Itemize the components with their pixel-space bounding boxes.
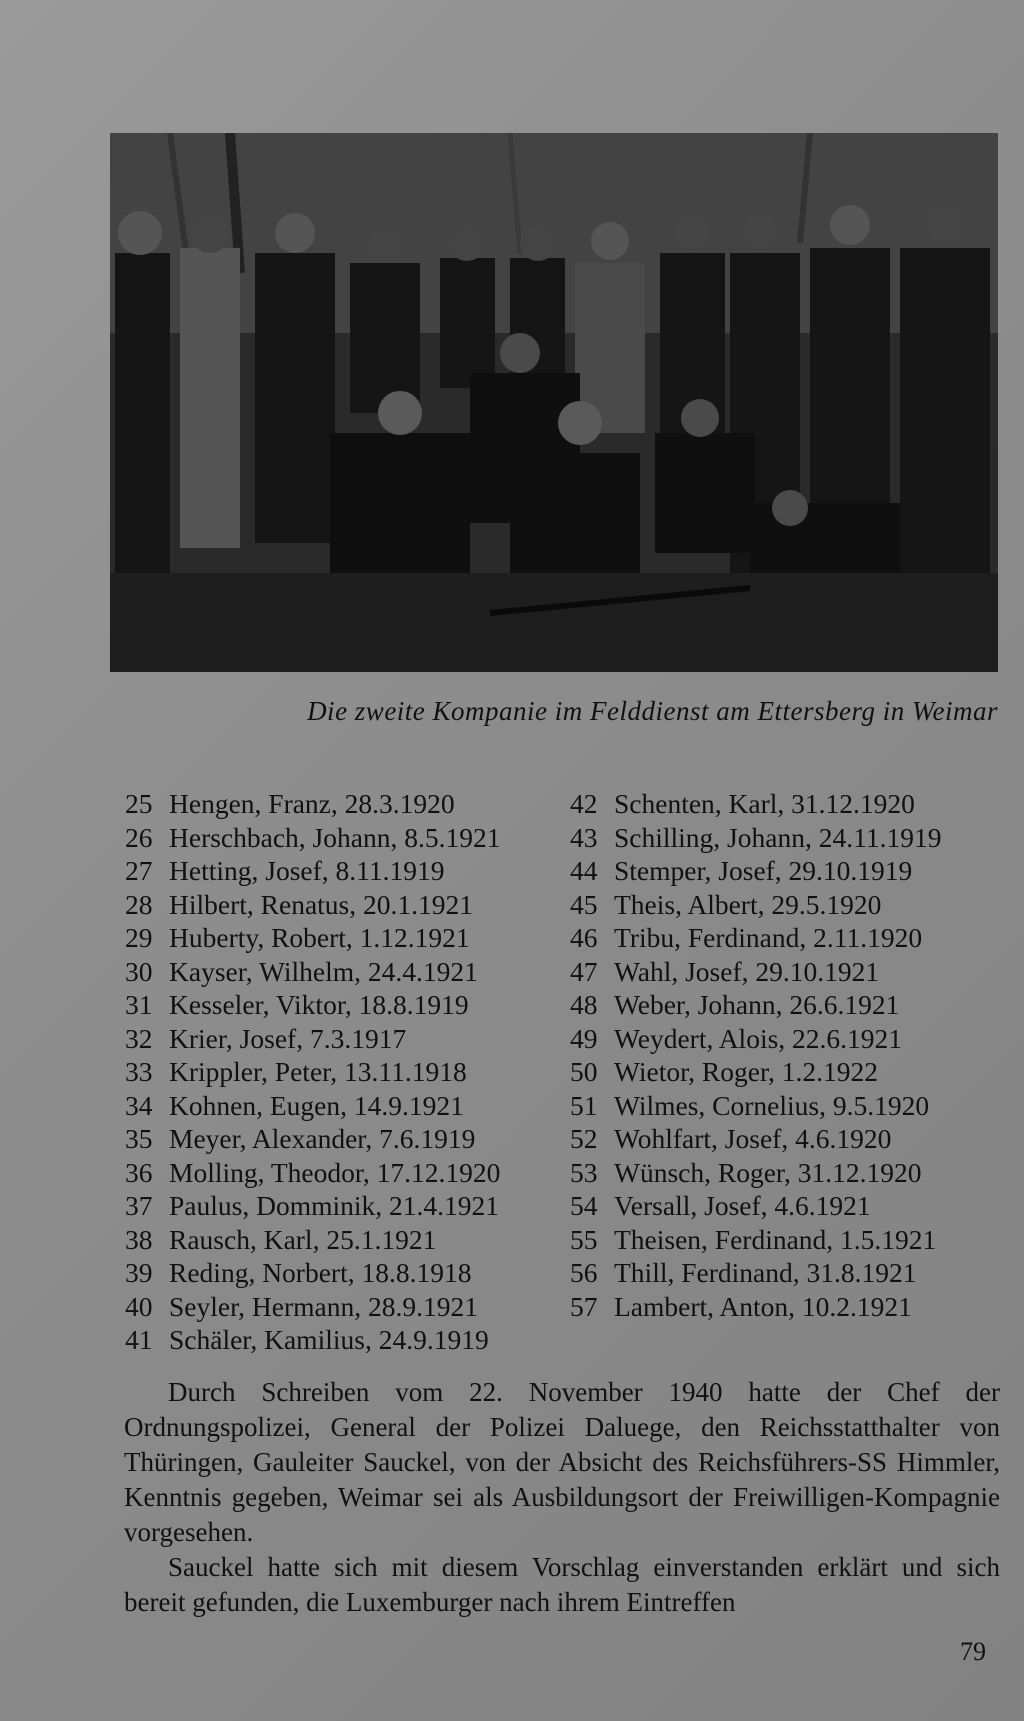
list-item xyxy=(570,1256,1010,1290)
list-item-text: Schilling, Johann, 24.11.1919 xyxy=(614,821,942,853)
list-item-text: Schenten, Karl, 31.12.1920 xyxy=(614,788,915,819)
list-item-text: Krippler, Peter, 13.11.1918 xyxy=(169,1056,467,1087)
list-item-number: 32 xyxy=(125,1022,153,1054)
list-item-number: 35 xyxy=(125,1123,153,1154)
list-item-number: 52 xyxy=(570,1123,598,1154)
list-item-number: 36 xyxy=(125,1156,153,1188)
list-item xyxy=(125,821,565,855)
list-item-number: 55 xyxy=(570,1223,598,1255)
list-item xyxy=(125,787,565,821)
list-item-text: Rausch, Karl, 25.1.1921 xyxy=(169,1223,437,1255)
list-item xyxy=(125,1156,565,1190)
list-item-number: 29 xyxy=(125,922,153,953)
list-item-number: 31 xyxy=(125,989,153,1020)
list-item xyxy=(125,1122,565,1156)
list-item-number: 54 xyxy=(570,1190,598,1221)
list-item-number: 26 xyxy=(125,821,153,853)
page-number: 79 xyxy=(960,1637,986,1666)
list-item-text: Reding, Norbert, 18.8.1918 xyxy=(169,1257,472,1288)
list-item-text: Stemper, Josef, 29.10.1919 xyxy=(614,855,913,886)
list-item-text: Paulus, Domminik, 21.4.1921 xyxy=(169,1190,500,1221)
list-item-number: 57 xyxy=(570,1290,598,1322)
list-item xyxy=(125,921,565,955)
list-item xyxy=(570,955,1010,989)
list-item xyxy=(125,1055,565,1089)
list-item xyxy=(570,1089,1010,1123)
list-item xyxy=(570,1055,1010,1089)
list-item-text: Wietor, Roger, 1.2.1922 xyxy=(614,1056,879,1087)
list-item-number: 46 xyxy=(570,922,598,953)
list-item-text: Wilmes, Cornelius, 9.5.1920 xyxy=(614,1089,930,1121)
list-item xyxy=(125,854,565,888)
list-item xyxy=(570,1189,1010,1223)
list-item xyxy=(125,988,565,1022)
list-item xyxy=(125,1256,565,1290)
list-item-number: 47 xyxy=(570,955,598,987)
list-item xyxy=(570,888,1010,922)
photo-illustration xyxy=(110,133,998,672)
list-item xyxy=(125,955,565,989)
list-item-text: Seyler, Hermann, 28.9.1921 xyxy=(169,1290,478,1322)
body-text xyxy=(124,1375,1000,1620)
paragraph: Sauckel hatte sich mit diesem Vorschlag einverstanden erklärt und sich bereit gefunden, die Luxemburger nach ihrem Eintreffen xyxy=(124,1552,1000,1617)
list-item-text: Schäler, Kamilius, 24.9.1919 xyxy=(169,1324,489,1355)
list-item xyxy=(570,821,1010,855)
list-item-text: Theisen, Ferdinand, 1.5.1921 xyxy=(614,1223,937,1255)
list-item-text: Huberty, Robert, 1.12.1921 xyxy=(169,922,470,953)
list-item-number: 34 xyxy=(125,1089,153,1121)
list-item-number: 37 xyxy=(125,1190,153,1221)
list-item xyxy=(570,988,1010,1022)
list-item-text: Kesseler, Viktor, 18.8.1919 xyxy=(169,989,469,1020)
list-item-number: 56 xyxy=(570,1257,598,1288)
list-item-text: Lambert, Anton, 10.2.1921 xyxy=(614,1290,912,1322)
list-item-number: 53 xyxy=(570,1156,598,1188)
list-item-text: Molling, Theodor, 17.12.1920 xyxy=(169,1156,501,1188)
list-item xyxy=(570,1290,1010,1324)
list-item-number: 44 xyxy=(570,855,598,886)
list-item xyxy=(125,888,565,922)
list-item xyxy=(125,1323,565,1357)
list-item-text: Hilbert, Renatus, 20.1.1921 xyxy=(169,888,473,920)
list-item-text: Thill, Ferdinand, 31.8.1921 xyxy=(614,1257,917,1288)
list-item-text: Wohlfart, Josef, 4.6.1920 xyxy=(614,1123,892,1154)
list-item xyxy=(570,787,1010,821)
list-item-text: Wahl, Josef, 29.10.1921 xyxy=(614,955,880,987)
list-item xyxy=(570,854,1010,888)
name-list-right xyxy=(570,787,1010,1323)
list-item-number: 33 xyxy=(125,1056,153,1087)
paragraph: Durch Schreiben vom 22. November 1940 hatte der Chef der Ordnungspolizei, General der Polizei Daluege, den Reichsstatthalter von Thüringen, Gauleiter Sauckel, von der Absicht des Reichsführers-SS Himmler, Kenntnis gegeben, Weimar sei als Ausbildungsort der Freiwilligen-Kompagnie vorgesehen. xyxy=(124,1377,1000,1547)
name-list-left xyxy=(125,787,565,1357)
list-item xyxy=(125,1223,565,1257)
list-item-number: 45 xyxy=(570,888,598,920)
list-item-text: Hetting, Josef, 8.11.1919 xyxy=(169,855,445,886)
list-item-text: Weber, Johann, 26.6.1921 xyxy=(614,989,900,1020)
list-item-number: 25 xyxy=(125,788,153,819)
list-item xyxy=(125,1189,565,1223)
list-item-number: 50 xyxy=(570,1056,598,1087)
list-item-text: Tribu, Ferdinand, 2.11.1920 xyxy=(614,922,923,953)
list-item xyxy=(570,1022,1010,1056)
list-item-number: 38 xyxy=(125,1223,153,1255)
list-item xyxy=(570,1223,1010,1257)
group-photograph xyxy=(110,133,998,672)
list-item xyxy=(570,1122,1010,1156)
list-item-number: 40 xyxy=(125,1290,153,1322)
list-item-number: 49 xyxy=(570,1022,598,1054)
list-item xyxy=(125,1290,565,1324)
list-item xyxy=(125,1089,565,1123)
list-item-text: Meyer, Alexander, 7.6.1919 xyxy=(169,1123,476,1154)
list-item-text: Herschbach, Johann, 8.5.1921 xyxy=(169,821,501,853)
list-item-number: 43 xyxy=(570,821,598,853)
list-item-text: Kohnen, Eugen, 14.9.1921 xyxy=(169,1089,464,1121)
list-item-text: Hengen, Franz, 28.3.1920 xyxy=(169,788,455,819)
list-item-text: Versall, Josef, 4.6.1921 xyxy=(614,1190,871,1221)
list-item-number: 41 xyxy=(125,1324,153,1355)
list-item-number: 28 xyxy=(125,888,153,920)
list-item-number: 39 xyxy=(125,1257,153,1288)
list-item-text: Wünsch, Roger, 31.12.1920 xyxy=(614,1156,922,1188)
list-item xyxy=(125,1022,565,1056)
list-item-text: Theis, Albert, 29.5.1920 xyxy=(614,888,882,920)
list-item-text: Weydert, Alois, 22.6.1921 xyxy=(614,1022,903,1054)
list-item xyxy=(570,921,1010,955)
list-item-text: Krier, Josef, 7.3.1917 xyxy=(169,1022,407,1054)
list-item xyxy=(570,1156,1010,1190)
list-item-number: 27 xyxy=(125,855,153,886)
list-item-number: 48 xyxy=(570,989,598,1020)
list-item-text: Kayser, Wilhelm, 24.4.1921 xyxy=(169,955,478,987)
photo-caption: Die zweite Kompanie im Felddienst am Ettersberg in Weimar xyxy=(307,696,998,726)
list-item-number: 51 xyxy=(570,1089,598,1121)
list-item-number: 42 xyxy=(570,788,598,819)
list-item-number: 30 xyxy=(125,955,153,987)
